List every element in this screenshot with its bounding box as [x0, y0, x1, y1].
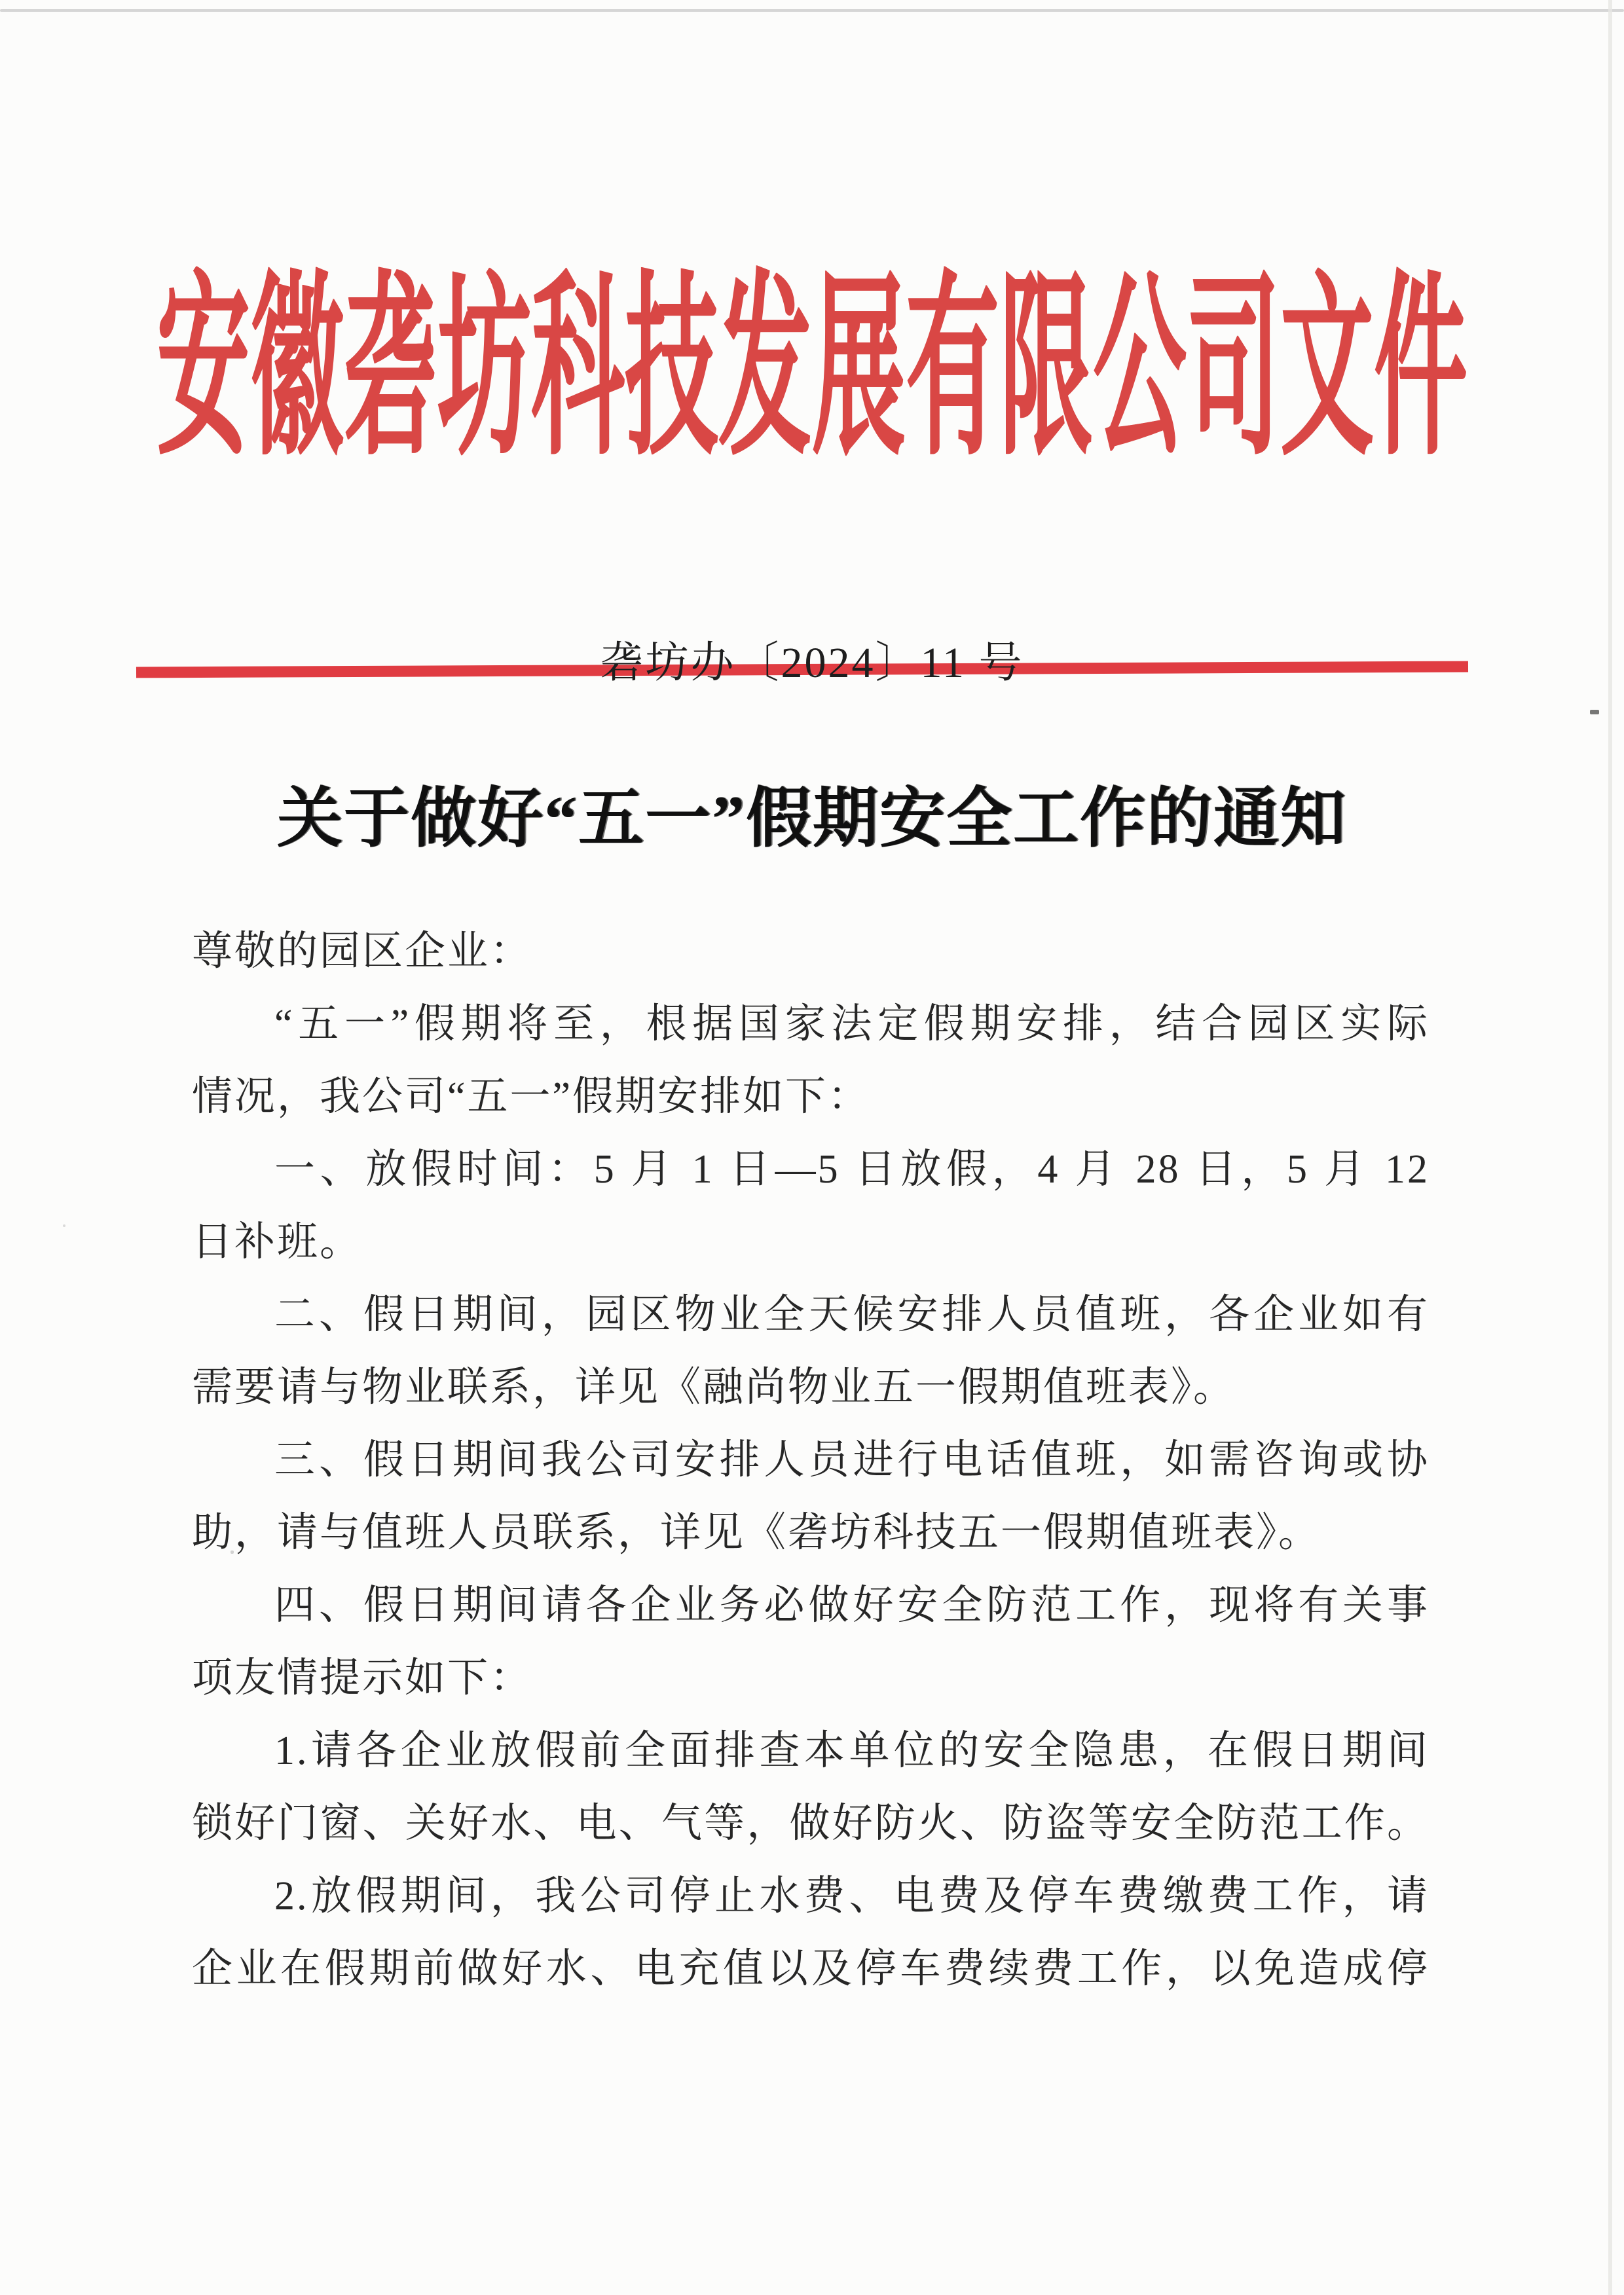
body-line: 需要请与物业联系，详见《融尚物业五一假期值班表》。: [192, 1365, 1236, 1410]
notice-body: [192, 915, 1430, 2006]
body-line: 企业在假期前做好水、电充值以及停车费续费工作，以免造成停: [192, 1947, 1430, 1991]
scan-speck: [1590, 710, 1599, 714]
scan-speck: [63, 1224, 65, 1227]
body-line: 日补班。: [192, 1220, 363, 1264]
body-line: 尊敬的园区企业：: [192, 929, 533, 974]
body-line: 助，请与值班人员联系，详见《砻坊科技五一假期值班表》。: [192, 1511, 1321, 1555]
body-line: 2.放假期间，我公司停止水费、电费及停车费缴费工作，请: [274, 1874, 1430, 1919]
body-line: 情况，我公司“五一”假期安排如下：: [192, 1074, 871, 1119]
body-line: 三、假日期间我公司安排人员进行电话值班，如需咨询或协: [274, 1438, 1430, 1482]
body-line: “五一”假期将至，根据国家法定假期安排，结合园区实际: [274, 1002, 1430, 1046]
body-line: 二、假日期间，园区物业全天候安排人员值班，各企业如有: [274, 1293, 1430, 1337]
body-line: 四、假日期间请各企业务必做好安全防范工作，现将有关事: [274, 1583, 1430, 1628]
notice-title: 关于做好“五一”假期安全工作的通知: [277, 782, 1347, 855]
document-number: 砻坊办〔2024〕11 号: [600, 639, 1024, 687]
body-line: 锁好门窗、关好水、电、气等，做好防火、防盗等安全防范工作。: [192, 1801, 1430, 1846]
scan-edge-artifact-top: [0, 9, 1624, 12]
company-letterhead-title: 安徽砻坊科技发展有限公司文件: [157, 259, 1467, 479]
body-line: 1.请各企业放假前全面排查本单位的安全隐患，在假日期间: [274, 1729, 1430, 1773]
body-line: 一、放假时间：5 月 1 日—5 日放假，4 月 28 日，5 月 12: [274, 1147, 1430, 1192]
body-line: 项友情提示如下：: [192, 1656, 533, 1700]
red-letterhead: [0, 246, 1624, 479]
